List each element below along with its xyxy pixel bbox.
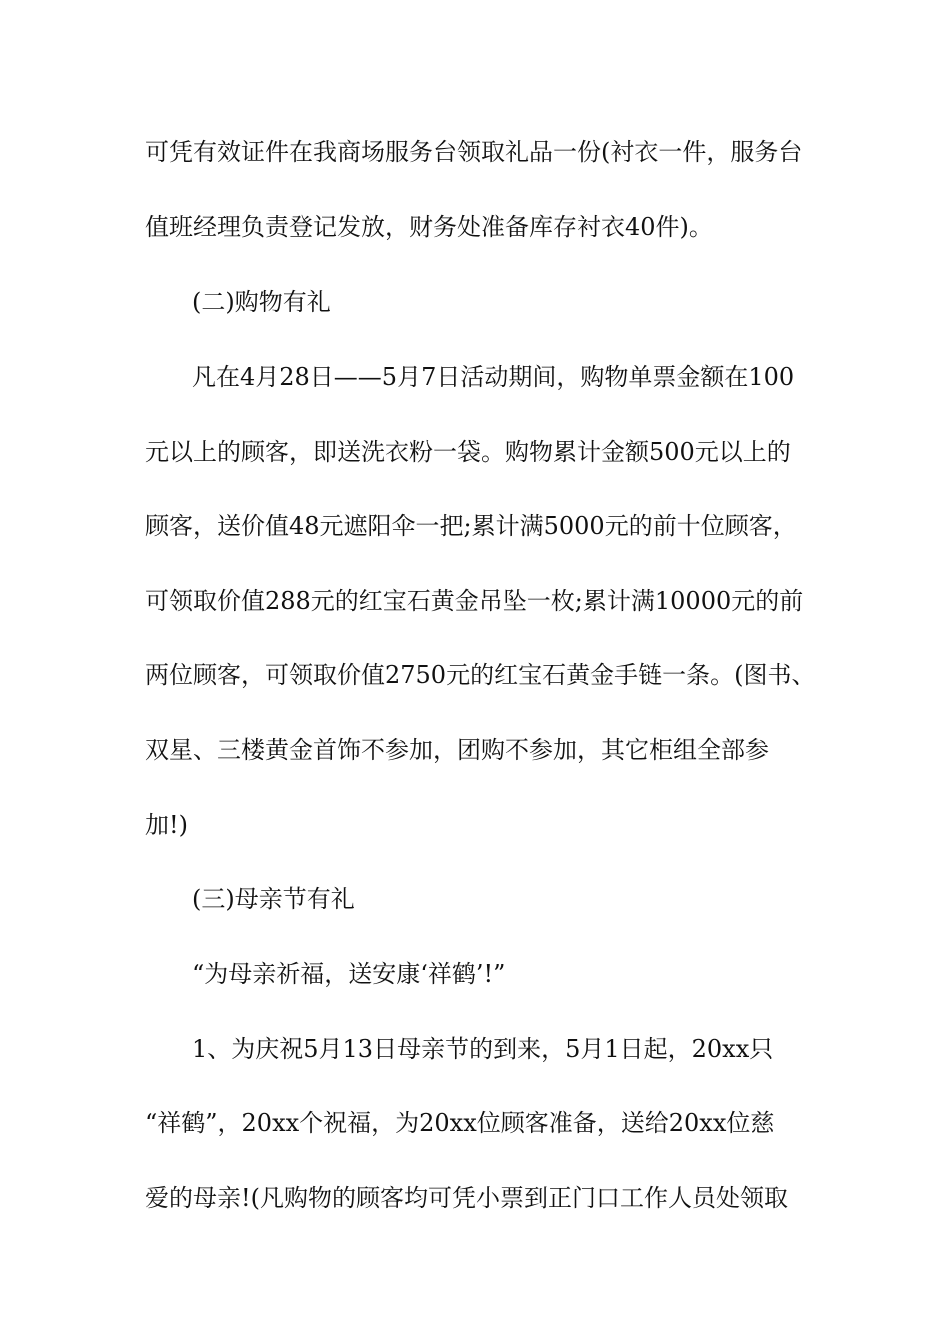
slogan-line: “为母亲祈福，送安康‘祥鹤’!” [192, 960, 506, 988]
paragraph-line-6: 顾客，送价值48元遮阳伞一把;累计满5000元的前十位顾客， [145, 512, 797, 540]
paragraph-line-15: 爱的母亲!(凡购物的顾客均可凭小票到正门口工作人员处领取 [145, 1184, 789, 1212]
paragraph-line-14: “祥鹤”，20xx个祝福，为20xx位顾客准备，送给20xx位慈 [145, 1109, 775, 1137]
paragraph-line-13: 1、为庆祝5月13日母亲节的到来，5月1日起，20xx只 [192, 1035, 774, 1063]
paragraph-line-9: 双星、三楼黄金首饰不参加，团购不参加，其它柜组全部参 [145, 736, 769, 764]
paragraph-line-10: 加!) [145, 811, 189, 839]
paragraph-line-2: 值班经理负责登记发放，财务处准备库存衬衣40件)。 [145, 213, 713, 241]
paragraph-line-8: 两位顾客，可领取价值2750元的红宝石黄金手链一条。(图书、 [145, 661, 816, 689]
paragraph-line-5: 元以上的顾客，即送洗衣粉一袋。购物累计金额500元以上的 [145, 438, 791, 466]
section-heading-shopping-gift: (二)购物有礼 [192, 288, 331, 316]
paragraph-line-1: 可凭有效证件在我商场服务台领取礼品一份(衬衣一件，服务台 [145, 138, 803, 166]
paragraph-line-4: 凡在4月28日——5月7日活动期间，购物单票金额在100 [192, 363, 795, 391]
section-heading-mothers-day: (三)母亲节有礼 [192, 885, 355, 913]
paragraph-line-7: 可领取价值288元的红宝石黄金吊坠一枚;累计满10000元的前 [145, 587, 804, 615]
